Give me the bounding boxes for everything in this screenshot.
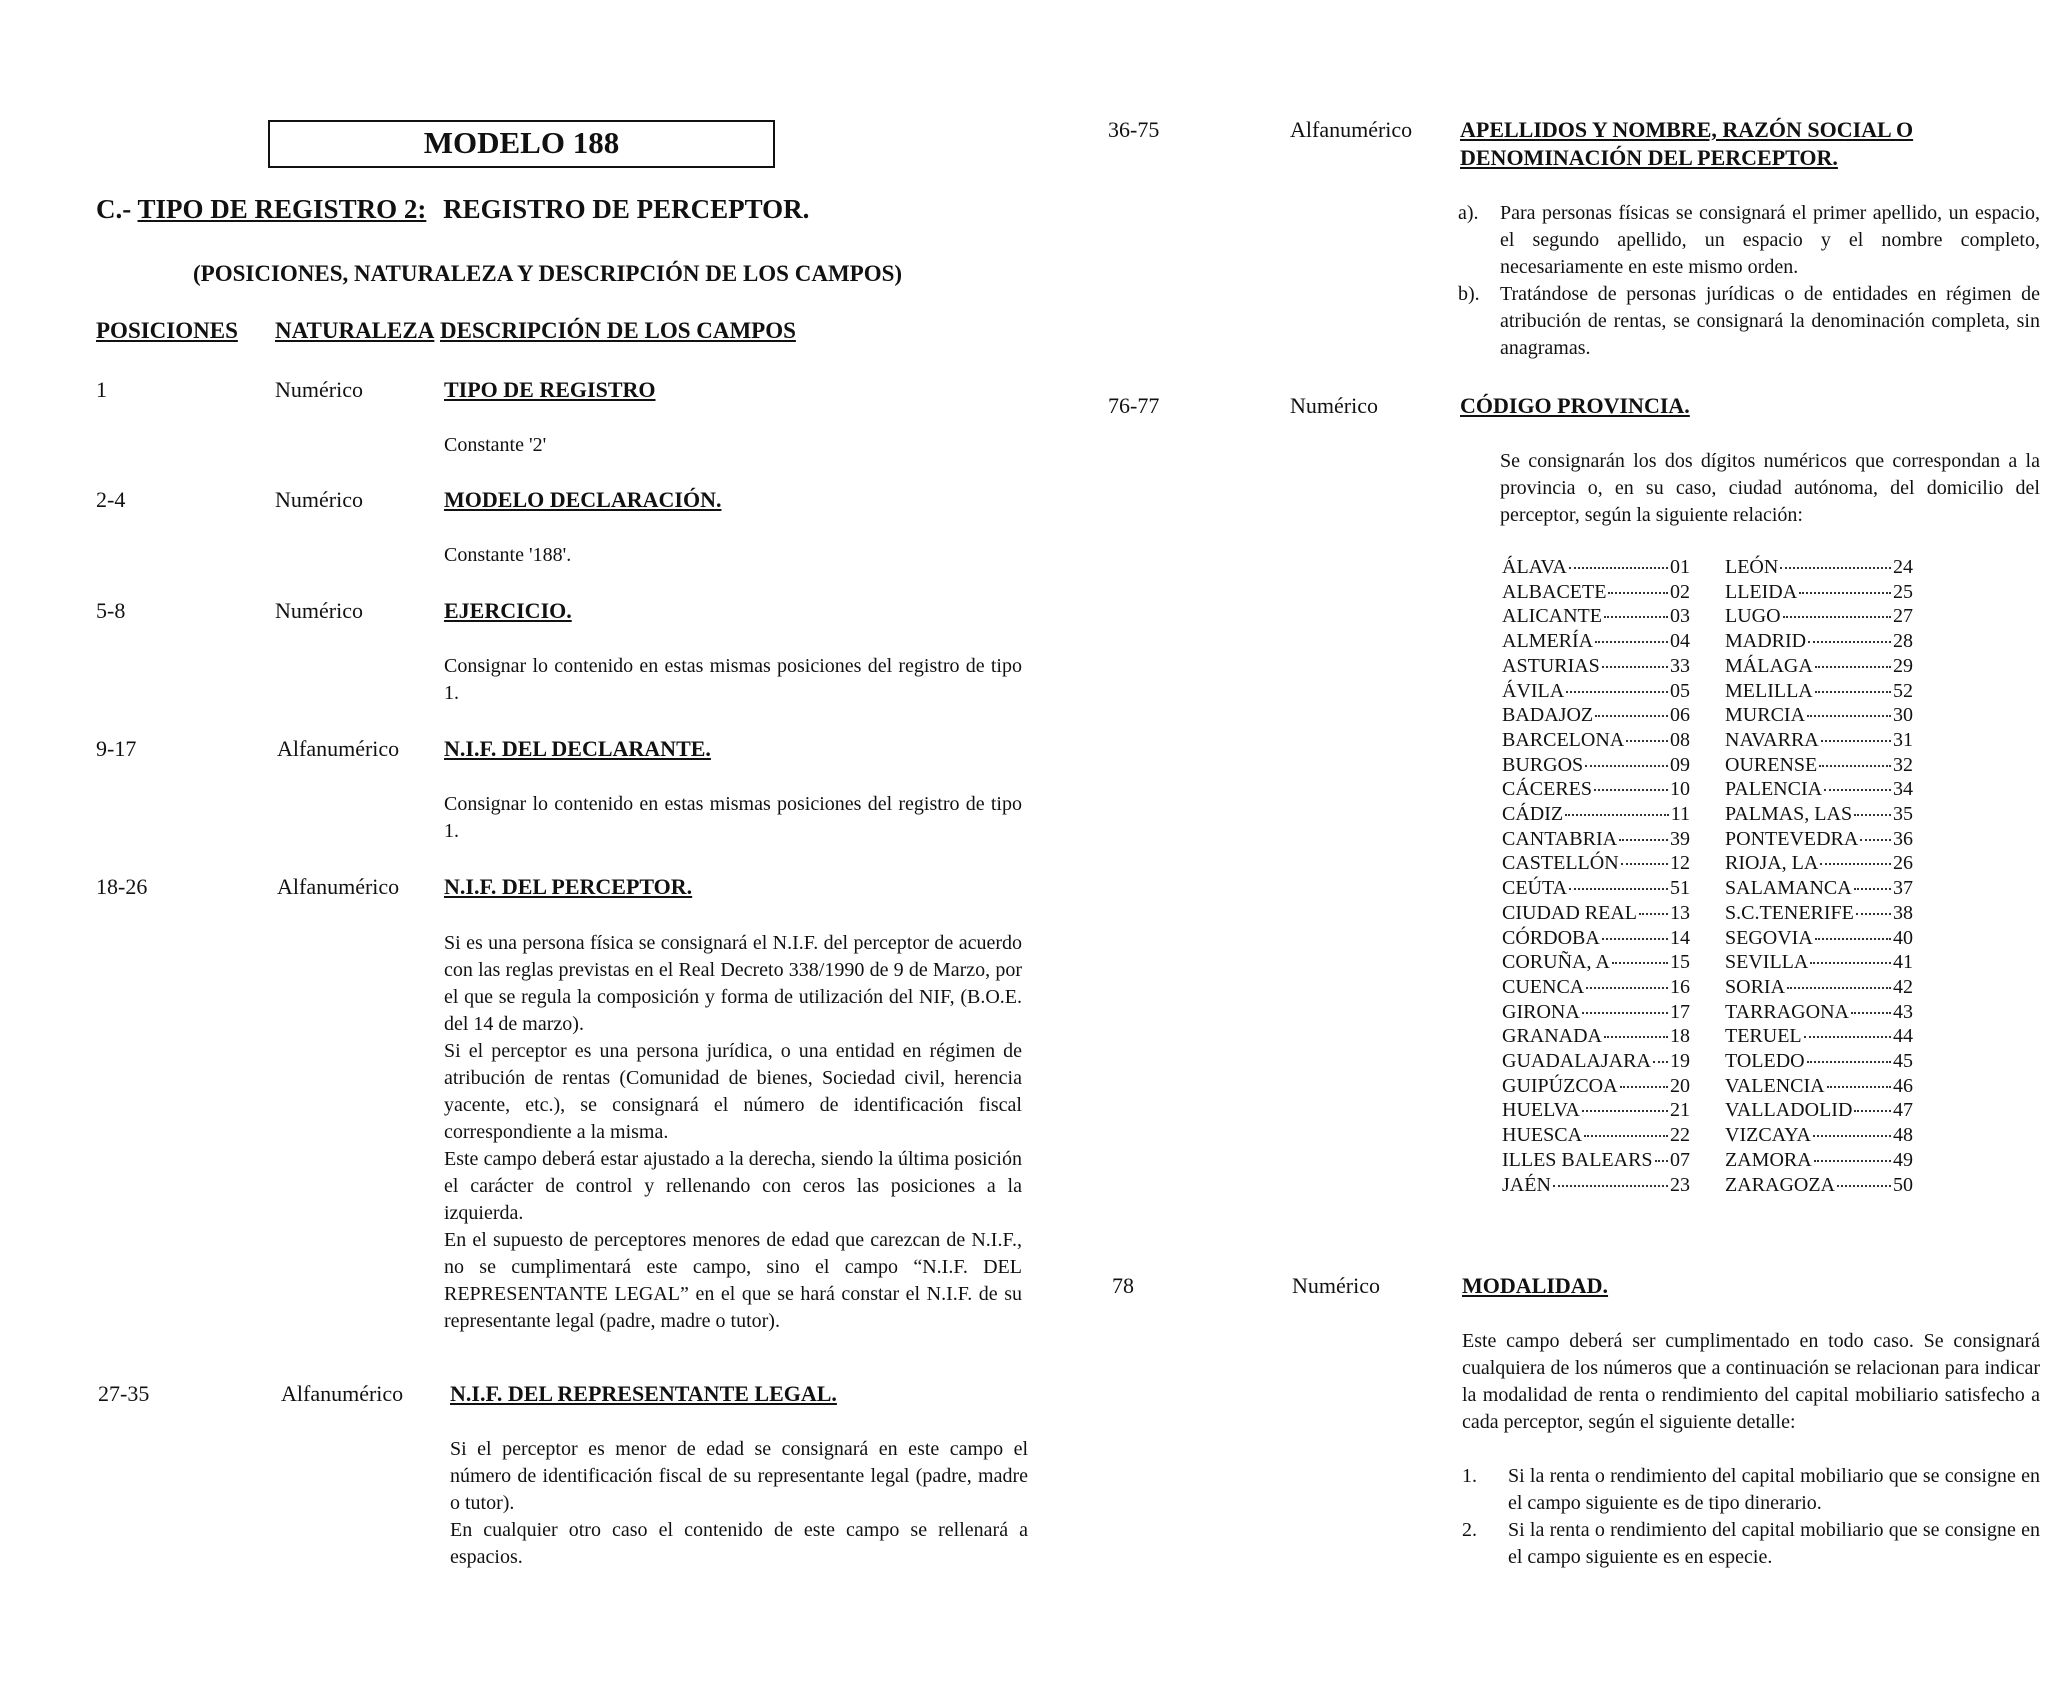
province-name: GUADALAJARA [1502, 1050, 1651, 1073]
field-pos: 18-26 [96, 874, 148, 899]
province-name: MÁLAGA [1725, 654, 1813, 677]
section-type: TIPO DE REGISTRO 2: [137, 194, 427, 224]
province-code: 11 [1670, 803, 1690, 826]
field-desc: Constante '188'. [444, 544, 572, 566]
field-nat: Alfanumérico [277, 874, 400, 899]
province-row [1502, 876, 1690, 901]
province-code: 17 [1670, 1000, 1690, 1023]
province-code: 36 [1893, 827, 1913, 850]
province-row [1725, 1148, 1913, 1173]
province-name: CORUÑA, A [1502, 951, 1610, 974]
dot-leader [1602, 666, 1668, 668]
dot-leader [1783, 616, 1891, 618]
province-code: 19 [1670, 1050, 1690, 1073]
field-nat: Alfanumérico [281, 1381, 404, 1406]
dot-leader [1582, 1012, 1668, 1014]
dot-leader [1585, 765, 1668, 767]
province-row [1725, 728, 1913, 753]
dot-leader [1814, 1160, 1891, 1162]
province-code: 47 [1893, 1099, 1913, 1122]
field-name-line: DENOMINACIÓN DEL PERCEPTOR. [1460, 145, 1838, 170]
province-code: 49 [1893, 1148, 1913, 1171]
province-name: TOLEDO [1725, 1050, 1805, 1073]
model-title-box [268, 120, 775, 168]
field-name: N.I.F. DEL REPRESENTANTE LEGAL. [450, 1381, 837, 1406]
field-desc: Consignar lo contenido en estas mismas posiciones del registro de tipo 1. [444, 655, 1022, 704]
province-row [1725, 654, 1913, 679]
province-code: 02 [1670, 580, 1690, 603]
dot-leader [1619, 839, 1668, 841]
list-marker: b). [1458, 283, 1480, 305]
province-name: LUGO [1725, 605, 1781, 628]
province-code: 04 [1670, 630, 1690, 653]
province-name: BADAJOZ [1502, 704, 1594, 727]
list-text: Si la renta o rendimiento del capital mobiliario que se consigne en el campo siguiente es en especie. [1508, 1519, 2040, 1568]
province-code: 34 [1893, 778, 1913, 801]
province-row [1502, 728, 1690, 753]
province-name: PALENCIA [1725, 778, 1823, 801]
province-row [1502, 604, 1690, 629]
province-row [1725, 802, 1913, 827]
province-name: CÁDIZ [1502, 803, 1564, 826]
dot-leader [1655, 1160, 1668, 1162]
province-row [1725, 827, 1913, 852]
province-code: 33 [1670, 654, 1690, 677]
dot-leader [1566, 691, 1668, 693]
province-code: 16 [1670, 975, 1690, 998]
province-name: CÓRDOBA [1502, 926, 1600, 949]
field-desc-list [1462, 1463, 2040, 1571]
province-row [1502, 1074, 1690, 1099]
dot-leader [1808, 641, 1891, 643]
province-row [1502, 1098, 1690, 1123]
province-row [1725, 950, 1913, 975]
province-name: CÁCERES [1502, 778, 1593, 801]
province-name: GRANADA [1502, 1025, 1602, 1048]
field-nat: Numérico [275, 377, 363, 402]
province-code: 03 [1670, 605, 1690, 628]
province-row [1725, 1049, 1913, 1074]
province-name: ILLES BALEARS [1502, 1148, 1653, 1171]
province-name: SEGOVIA [1725, 926, 1813, 949]
dot-leader [1594, 789, 1668, 791]
province-code: 28 [1893, 630, 1913, 653]
desc-paragraph: En cualquier otro caso el contenido de este campo se rellenará a espacios. [450, 1519, 1028, 1568]
province-code: 05 [1670, 679, 1690, 702]
province-name: JAÉN [1502, 1173, 1551, 1196]
province-name: TERUEL [1725, 1025, 1802, 1048]
province-row [1502, 703, 1690, 728]
province-name: MADRID [1725, 630, 1807, 653]
dot-leader [1639, 913, 1668, 915]
province-code: 10 [1670, 778, 1690, 801]
province-code: 52 [1893, 679, 1913, 702]
province-row [1502, 1000, 1690, 1025]
field-nat: Numérico [1290, 393, 1378, 418]
province-name: HUELVA [1502, 1099, 1580, 1122]
province-code: 42 [1893, 975, 1913, 998]
section-title: REGISTRO DE PERCEPTOR. [443, 194, 810, 224]
field-desc-list [1458, 200, 2040, 362]
province-row [1502, 580, 1690, 605]
desc-paragraph: En el supuesto de perceptores menores de edad que carezcan de N.I.F., no se cumplimentará este campo, sino el campo “N.I.F. DEL REPRESENTANTE LEGAL” en el que se hará constar el N.I.F. de su representante legal (padre, madre o tutor). [444, 1229, 1022, 1332]
dot-leader [1856, 913, 1891, 915]
province-row [1502, 950, 1690, 975]
province-code: 26 [1893, 852, 1913, 875]
field-name: TIPO DE REGISTRO [444, 377, 656, 402]
field-desc [450, 1436, 1028, 1571]
header-descripcion: DESCRIPCIÓN DE LOS CAMPOS [440, 318, 796, 343]
dot-leader [1569, 567, 1668, 569]
province-row [1725, 901, 1913, 926]
header-posiciones: POSICIONES [96, 318, 238, 343]
province-code: 51 [1670, 877, 1690, 900]
dot-leader [1799, 592, 1891, 594]
province-row [1502, 1024, 1690, 1049]
province-name: CASTELLÓN [1502, 852, 1619, 875]
field-nat: Alfanumérico [1290, 117, 1413, 142]
field-nat: Alfanumérico [277, 736, 400, 761]
dot-leader [1807, 715, 1891, 717]
field-name: EJERCICIO. [444, 598, 572, 623]
list-item [1462, 1463, 2040, 1517]
province-name: BURGOS [1502, 753, 1584, 776]
province-row [1725, 1098, 1913, 1123]
province-row [1725, 555, 1913, 580]
dot-leader [1595, 641, 1668, 643]
province-row [1725, 851, 1913, 876]
province-row [1725, 1123, 1913, 1148]
field-name: MODELO DECLARACIÓN. [444, 487, 722, 512]
province-row [1725, 604, 1913, 629]
province-name: ALBACETE [1502, 580, 1607, 603]
field-nat: Numérico [275, 598, 363, 623]
dot-leader [1626, 740, 1668, 742]
list-marker: 1. [1462, 1465, 1477, 1487]
province-code: 18 [1670, 1025, 1690, 1048]
province-row [1502, 1148, 1690, 1173]
province-code: 40 [1893, 926, 1913, 949]
dot-leader [1854, 888, 1891, 890]
dot-leader [1815, 691, 1891, 693]
province-name: GIRONA [1502, 1000, 1580, 1023]
province-name: VALLADOLID [1725, 1099, 1853, 1122]
dot-leader [1821, 740, 1891, 742]
province-name: PALMAS, LAS [1725, 803, 1853, 826]
dot-leader [1820, 863, 1891, 865]
field-nat: Numérico [275, 487, 363, 512]
dot-leader [1608, 592, 1668, 594]
dot-leader [1824, 789, 1891, 791]
province-row [1502, 555, 1690, 580]
dot-leader [1807, 1061, 1891, 1063]
desc-paragraph: Este campo deberá estar ajustado a la derecha, siendo la última posición el carácter de control y rellenando con ceros las posiciones a la izquierda. [444, 1148, 1022, 1224]
province-name: RIOJA, LA [1725, 852, 1819, 875]
desc-paragraph: Si el perceptor es una persona jurídica, o una entidad en régimen de atribución de rentas (Comunidad de bienes, Sociedad civil, herencia yacente, etc.), se consignará el número de identificación fiscal correspondiente a la misma. [444, 1040, 1022, 1143]
province-row [1725, 1074, 1913, 1099]
dot-leader [1602, 938, 1668, 940]
province-name: SEVILLA [1725, 951, 1809, 974]
province-row [1502, 851, 1690, 876]
field-nat: Numérico [1292, 1273, 1380, 1298]
province-name: S.C.TENERIFE [1725, 901, 1854, 924]
province-name: VALENCIA [1725, 1074, 1825, 1097]
dot-leader [1584, 1135, 1668, 1137]
province-row [1502, 654, 1690, 679]
province-code: 32 [1893, 753, 1913, 776]
province-name: SALAMANCA [1725, 877, 1852, 900]
dot-leader [1612, 962, 1668, 964]
dot-leader [1815, 666, 1891, 668]
province-code: 21 [1670, 1099, 1690, 1122]
dot-leader [1787, 987, 1891, 989]
province-row [1725, 703, 1913, 728]
field-pos: 76-77 [1108, 393, 1160, 418]
section-subtitle: (POSICIONES, NATURALEZA Y DESCRIPCIÓN DE LOS CAMPOS) [193, 261, 903, 286]
dot-leader [1604, 616, 1668, 618]
province-row [1502, 679, 1690, 704]
province-row [1725, 876, 1913, 901]
province-name: ÁLAVA [1502, 556, 1567, 578]
province-row [1502, 629, 1690, 654]
province-code: 35 [1893, 803, 1913, 826]
province-code: 46 [1893, 1074, 1913, 1097]
dot-leader [1810, 962, 1891, 964]
province-row [1502, 777, 1690, 802]
dot-leader [1837, 1185, 1891, 1187]
province-name: OURENSE [1725, 753, 1818, 776]
field-name: N.I.F. DEL DECLARANTE. [444, 736, 711, 761]
province-code: 14 [1670, 926, 1690, 949]
field-name: MODALIDAD. [1462, 1273, 1609, 1298]
province-row [1725, 679, 1913, 704]
list-marker: 2. [1462, 1519, 1477, 1541]
section-prefix: C.- [96, 194, 132, 224]
dot-leader [1851, 1012, 1891, 1014]
dot-leader [1620, 1086, 1668, 1088]
dot-leader [1653, 1061, 1668, 1063]
province-row [1725, 777, 1913, 802]
dot-leader [1780, 567, 1891, 569]
province-code: 39 [1670, 827, 1690, 850]
dot-leader [1815, 938, 1891, 940]
province-code: 45 [1893, 1050, 1913, 1073]
desc-paragraph: Si el perceptor es menor de edad se consignará en este campo el número de identificación fiscal de su representante legal (padre, madre o tutor). [450, 1438, 1028, 1514]
dot-leader [1860, 839, 1891, 841]
province-row [1502, 1123, 1690, 1148]
header-naturaleza: NATURALEZA [275, 318, 435, 343]
dot-leader [1804, 1036, 1891, 1038]
province-code: 06 [1670, 704, 1690, 727]
model-title: MODELO 188 [423, 125, 620, 160]
province-row [1502, 975, 1690, 1000]
province-row [1725, 926, 1913, 951]
dot-leader [1854, 814, 1891, 816]
province-code: 44 [1893, 1025, 1913, 1048]
province-row [1502, 926, 1690, 951]
province-code: 15 [1670, 951, 1690, 974]
field-desc: Constante '2' [444, 434, 547, 456]
list-text: Si la renta o rendimiento del capital mobiliario que se consigne en el campo siguiente es de tipo dinerario. [1508, 1465, 2040, 1514]
province-list-right [1725, 555, 1913, 1197]
dot-leader [1813, 1135, 1891, 1137]
province-name: LEÓN [1725, 556, 1779, 578]
province-code: 22 [1670, 1124, 1690, 1147]
province-code: 08 [1670, 728, 1690, 751]
province-code: 43 [1893, 1000, 1913, 1023]
province-code: 20 [1670, 1074, 1690, 1097]
field-pos: 5-8 [96, 598, 126, 623]
province-row [1725, 580, 1913, 605]
dot-leader [1621, 863, 1668, 865]
province-name: MURCIA [1725, 704, 1806, 727]
province-code: 23 [1670, 1173, 1690, 1196]
province-name: ALMERÍA [1502, 630, 1594, 653]
province-name: NAVARRA [1725, 728, 1819, 751]
dot-leader [1553, 1185, 1668, 1187]
field-desc [444, 930, 1022, 1335]
province-row [1725, 975, 1913, 1000]
field-desc: Este campo deberá ser cumplimentado en todo caso. Se consignará cualquiera de los números que a continuación se relacionan para indicar la modalidad de renta o rendimiento del capital mobiliario satisfecho a cada perceptor, según el siguiente detalle: [1462, 1330, 2040, 1433]
province-name: LLEIDA [1725, 580, 1798, 603]
province-name: CANTABRIA [1502, 827, 1618, 850]
field-pos: 2-4 [96, 487, 126, 512]
province-name: TARRAGONA [1725, 1000, 1849, 1023]
field-name [1460, 116, 1913, 172]
list-item [1458, 200, 2040, 281]
province-row [1502, 802, 1690, 827]
province-code: 25 [1893, 580, 1913, 603]
dot-leader [1854, 1110, 1891, 1112]
list-item [1458, 281, 2040, 362]
province-code: 38 [1893, 901, 1913, 924]
section-heading [96, 194, 809, 225]
dot-leader [1569, 888, 1668, 890]
province-row [1725, 1024, 1913, 1049]
province-name: VIZCAYA [1725, 1124, 1811, 1147]
province-name: MELILLA [1725, 679, 1813, 702]
province-code: 31 [1893, 728, 1913, 751]
field-pos: 36-75 [1108, 117, 1160, 142]
field-desc: Se consignarán los dos dígitos numéricos que correspondan a la provincia o, en su caso, ciudad autónoma, del domicilio del perceptor, según la siguiente relación: [1500, 450, 2040, 526]
dot-leader [1565, 814, 1669, 816]
dot-leader [1595, 715, 1668, 717]
province-name: CIUDAD REAL [1502, 901, 1637, 924]
field-pos: 1 [96, 377, 107, 402]
province-code: 13 [1670, 901, 1690, 924]
province-name: ASTURIAS [1502, 654, 1600, 677]
province-row [1725, 1173, 1913, 1198]
province-name: BARCELONA [1502, 728, 1625, 751]
province-name: ZARAGOZA [1725, 1173, 1835, 1196]
province-code: 01 [1670, 556, 1690, 578]
list-marker: a). [1458, 202, 1479, 224]
list-text: Para personas físicas se consignará el primer apellido, un espacio, el segundo apellido, un espacio y el nombre completo, necesariamente en este mismo orden. [1500, 202, 2040, 278]
dot-leader [1827, 1086, 1891, 1088]
province-row [1502, 901, 1690, 926]
field-desc: Consignar lo contenido en estas mismas posiciones del registro de tipo 1. [444, 793, 1022, 842]
province-name: CUENCA [1502, 975, 1585, 998]
province-name: SORIA [1725, 975, 1786, 998]
province-code: 29 [1893, 654, 1913, 677]
list-item [1462, 1517, 2040, 1571]
province-row [1502, 1173, 1690, 1198]
dot-leader [1604, 1036, 1668, 1038]
province-code: 12 [1670, 852, 1690, 875]
dot-leader [1819, 765, 1891, 767]
province-name: PONTEVEDRA [1725, 827, 1859, 850]
province-row [1502, 1049, 1690, 1074]
field-name-line: APELLIDOS Y NOMBRE, RAZÓN SOCIAL O [1460, 117, 1914, 142]
field-name: CÓDIGO PROVINCIA. [1460, 393, 1690, 418]
dot-leader [1586, 987, 1668, 989]
field-pos: 9-17 [96, 736, 137, 761]
province-name: ÁVILA [1502, 679, 1565, 702]
province-row [1502, 827, 1690, 852]
province-code: 24 [1893, 556, 1913, 578]
province-name: CEÚTA [1502, 877, 1568, 900]
province-row [1725, 1000, 1913, 1025]
province-row [1502, 753, 1690, 778]
province-code: 48 [1893, 1124, 1913, 1147]
dot-leader [1582, 1110, 1668, 1112]
desc-paragraph: Si es una persona física se consignará el N.I.F. del perceptor de acuerdo con las reglas previstas en el Real Decreto 338/1990 de 9 de Marzo, por el que se regula la composición y forma de utilización del NIF, (B.O.E. del 14 de marzo). [444, 932, 1022, 1035]
field-name: N.I.F. DEL PERCEPTOR. [444, 874, 693, 899]
field-pos: 27-35 [98, 1381, 150, 1406]
province-row [1725, 629, 1913, 654]
field-pos: 78 [1112, 1273, 1134, 1298]
province-code: 07 [1670, 1148, 1690, 1171]
province-name: ALICANTE [1502, 605, 1602, 628]
list-text: Tratándose de personas jurídicas o de entidades en régimen de atribución de rentas, se consignará la denominación completa, sin anagramas. [1500, 283, 2040, 359]
province-name: GUIPÚZCOA [1502, 1074, 1618, 1097]
province-list-left [1502, 555, 1690, 1197]
province-code: 50 [1893, 1173, 1913, 1196]
province-row [1725, 753, 1913, 778]
province-name: HUESCA [1502, 1124, 1583, 1147]
province-code: 37 [1893, 877, 1913, 900]
province-code: 09 [1670, 753, 1690, 776]
province-code: 30 [1893, 704, 1913, 727]
province-name: ZAMORA [1725, 1148, 1812, 1171]
province-code: 27 [1893, 605, 1913, 628]
province-code: 41 [1893, 951, 1913, 974]
